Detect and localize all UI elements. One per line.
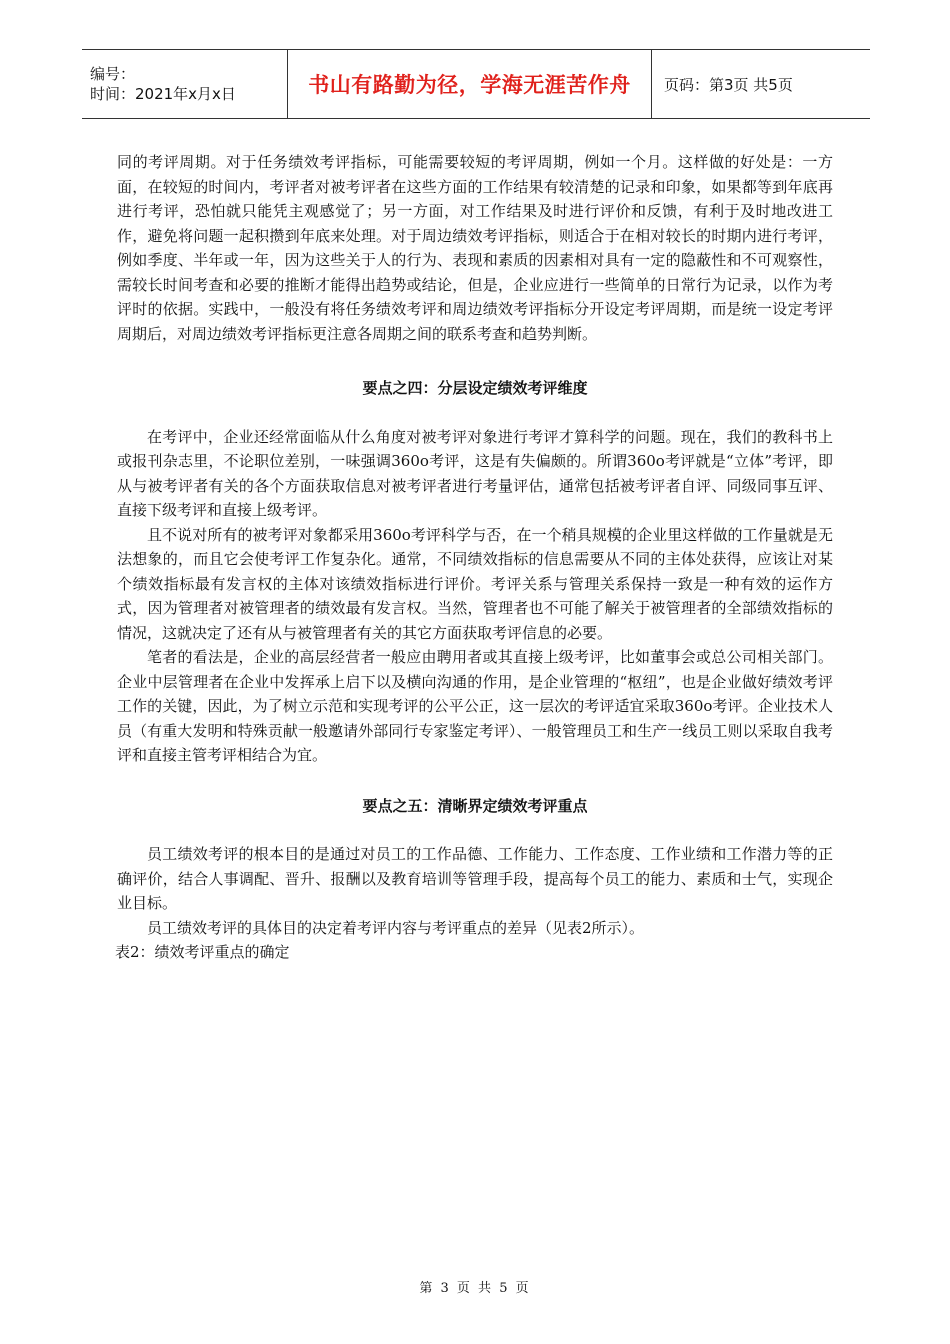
page-footer: 第 3 页 共 5 页 [419,1281,531,1296]
paragraph: 员工绩效考评的根本目的是通过对员工的工作品德、工作能力、工作态度、工作业绩和工作潜力等的正确评价，结合人事调配、晋升、报酬以及教育培训等管理手段，提高每个员工的能力、素质和士气，实现企业目标。 [117,845,833,912]
page-header [82,49,870,119]
table-caption: 表2：绩效考评重点的确定 [115,943,290,961]
header-motto-cell [287,50,652,118]
section-heading-5: 要点之五：清晰界定绩效考评重点 [362,796,588,815]
header-page-info: 页码：第3页 共5页 [664,75,793,94]
header-page-info-cell [652,50,870,118]
document-number-label: 编号： [90,65,136,83]
paragraph: 且不说对所有的被考评对象都采用360o考评科学与否，在一个稍具规模的企业里这样做的工作量就是无法想象的，而且它会使考评工作复杂化。通常，不同绩效指标的信息需要从不同的主体处获得，应该让对某个绩效指标最有发言权的主体对该绩效指标进行评价。考评关系与管理关系保持一致是一种有效的运作方式，因为管理者对被管理者的绩效最有发言权。当然，管理者也不可能了解关于被管理者的全部绩效指标的情况，这就决定了还有从与被管理者有关的其它方面获取考评信息的必要。 [117,525,833,642]
document-body [117,150,833,965]
section-heading-4: 要点之四：分层设定绩效考评维度 [362,379,588,397]
paragraph: 员工绩效考评的具体目的决定着考评内容与考评重点的差异（见表2所示）。 [147,918,645,937]
header-motto: 书山有路勤为径，学海无涯苦作舟 [308,73,631,97]
paragraph: 在考评中，企业还经常面临从什么角度对被考评对象进行考评才算科学的问题。现在，我们的教科书上或报刊杂志里，不论职位差别，一味强调360o考评，这是有失偏颇的。所谓360o考评就是“立体”考评，即从与被考评者有关的各个方面获取信息对被考评者进行考量评估，通常包括被考评者自评、同级同事互评、直接下级考评和直接上级考评。 [117,427,833,519]
paragraph-continuation: 同的考评周期。对于任务绩效考评指标，可能需要较短的考评周期，例如一个月。这样做的好处是：一方面，在较短的时间内，考评者对被考评者在这些方面的工作结果有较清楚的记录和印象，如果都等到年底再进行考评，恐怕就只能凭主观感觉了；另一方面，对工作结果及时进行评价和反馈，有利于及时地改进工作，避免将问题一起积攒到年底来处理。对于周边绩效考评指标，则适合于在相对较长的时期内进行考评，例如季度、半年或一年，因为这些关于人的行为、表现和素质的因素相对具有一定的隐蔽性和不可观察性，需较长时间考查和必要的推断才能得出趋势或结论，但是，企业应进行一些简单的日常行为记录，以作为考评时的依据。实践中，一般没有将任务绩效考评和周边绩效考评指标分开设定考评周期，而是统一设定考评周期后，对周边绩效考评指标更注意各周期之间的联系考查和趋势判断。 [117,153,833,343]
header-meta [82,50,287,118]
document-date-label: 时间：2021年x月x日 [90,85,236,103]
paragraph: 笔者的看法是，企业的高层经营者一般应由聘用者或其直接上级考评，比如董事会或总公司相关部门。企业中层管理者在企业中发挥承上启下以及横向沟通的作用，是企业管理的“枢纽”，也是企业做好绩效考评工作的关键，因此，为了树立示范和实现考评的公平公正，这一层次的考评适宜采取360o考评。企业技术人员（有重大发明和特殊贡献一般邀请外部同行专家鉴定考评）、一般管理员工和生产一线员工则以采取自我考评和直接主管考评相结合为宜。 [117,648,833,764]
